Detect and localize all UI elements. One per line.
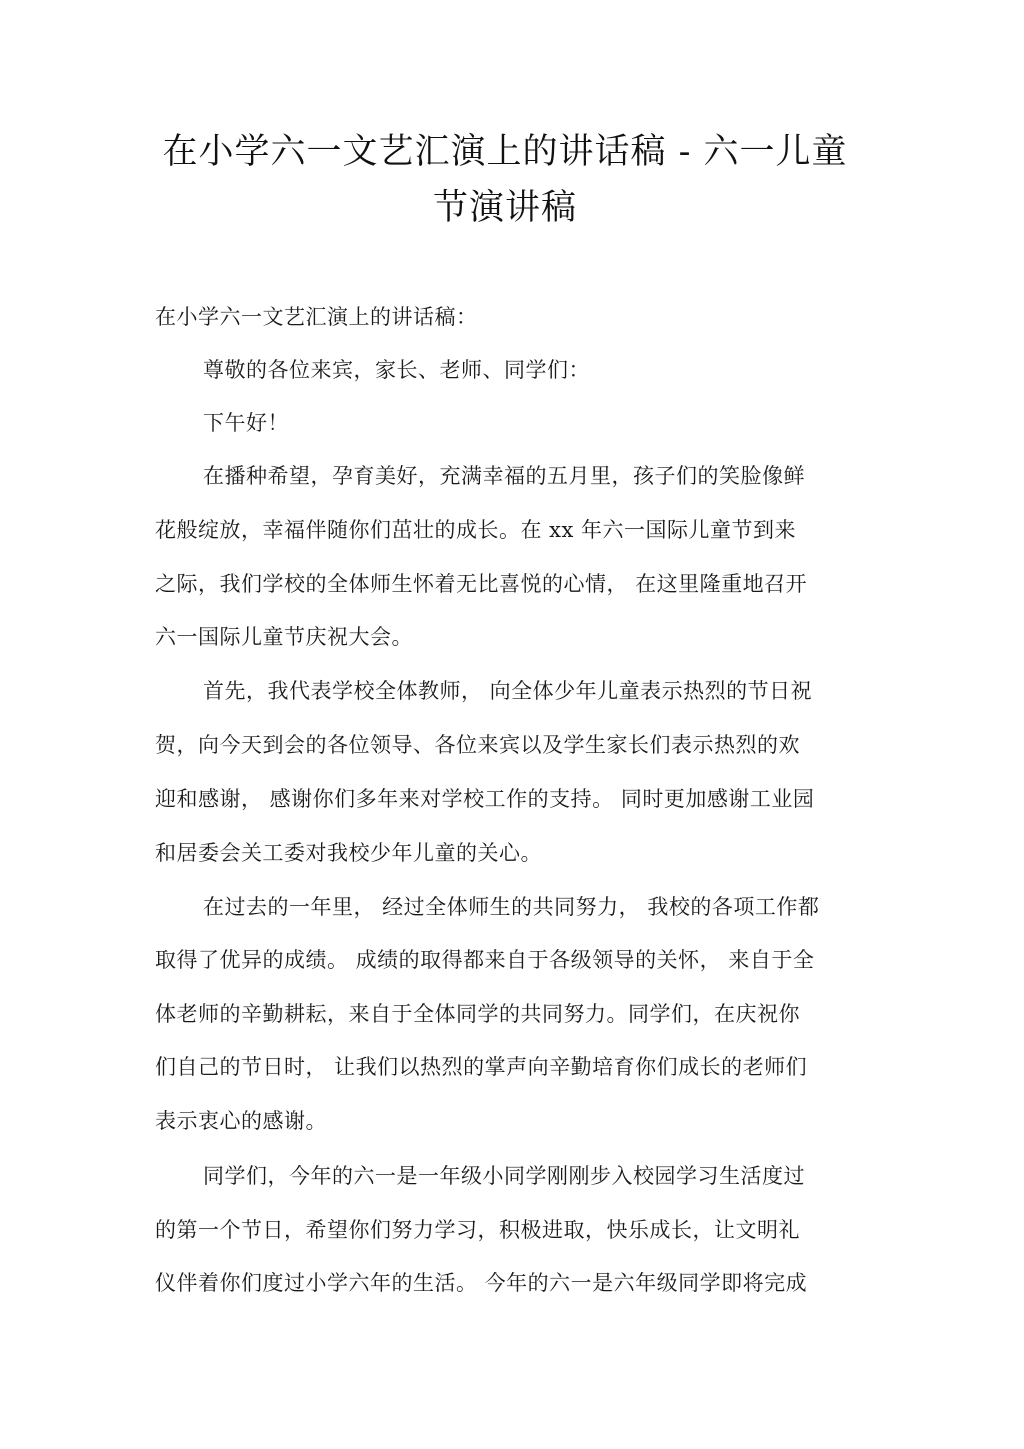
document-title-line-1: 在小学六一文艺汇演上的讲话稿 - 六一儿童 xyxy=(162,132,848,172)
greeting-line: 尊敬的各位来宾，家长、老师、同学们： xyxy=(203,358,590,382)
body-text-line: 和居委会关工委对我校少年儿童的关心。 xyxy=(155,841,542,865)
document-title-line-2: 节演讲稿 xyxy=(432,188,577,228)
body-text-line: 在过去的一年里， 经过全体师生的共同努力， 我校的各项工作都 xyxy=(203,895,820,919)
body-text-line: 之际，我们学校的全体师生怀着无比喜悦的心情， 在这里隆重地召开 xyxy=(155,572,808,596)
body-text-line: 在播种希望，孕育美好，充满幸福的五月里，孩子们的笑脸像鲜 xyxy=(203,464,805,488)
salutation-heading: 在小学六一文艺汇演上的讲话稿： xyxy=(155,305,478,329)
body-text-line: 的第一个节日，希望你们努力学习，积极进取，快乐成长，让文明礼 xyxy=(155,1218,800,1242)
body-text-line: 体老师的辛勤耕耘，来自于全体同学的共同努力。同学们，在庆祝你 xyxy=(155,1002,800,1026)
body-text-line: 六一国际儿童节庆祝大会。 xyxy=(155,625,413,649)
body-text-line: 们自己的节日时， 让我们以热烈的掌声向辛勤培育你们成长的老师们 xyxy=(155,1055,808,1079)
body-text-line: 花般绽放，幸福伴随你们茁壮的成长。在 xx 年六一国际儿童节到来 xyxy=(155,518,797,542)
body-text-line: 仪伴着你们度过小学六年的生活。 今年的六一是六年级同学即将完成 xyxy=(155,1271,808,1295)
body-text-line: 迎和感谢， 感谢你们多年来对学校工作的支持。 同时更加感谢工业园 xyxy=(155,787,815,811)
body-text-line: 取得了优异的成绩。 成绩的取得都来自于各级领导的关怀， 来自于全 xyxy=(155,948,815,972)
body-text-line: 贺，向今天到会的各位领导、各位来宾以及学生家长们表示热烈的欢 xyxy=(155,733,800,757)
greeting-line: 下午好！ xyxy=(203,411,289,435)
body-text-line: 同学们，今年的六一是一年级小同学刚刚步入校园学习生活度过 xyxy=(203,1164,805,1188)
body-text-line: 首先，我代表学校全体教师， 向全体少年儿童表示热烈的节日祝 xyxy=(203,679,813,703)
body-text-line: 表示衷心的感谢。 xyxy=(155,1109,327,1133)
